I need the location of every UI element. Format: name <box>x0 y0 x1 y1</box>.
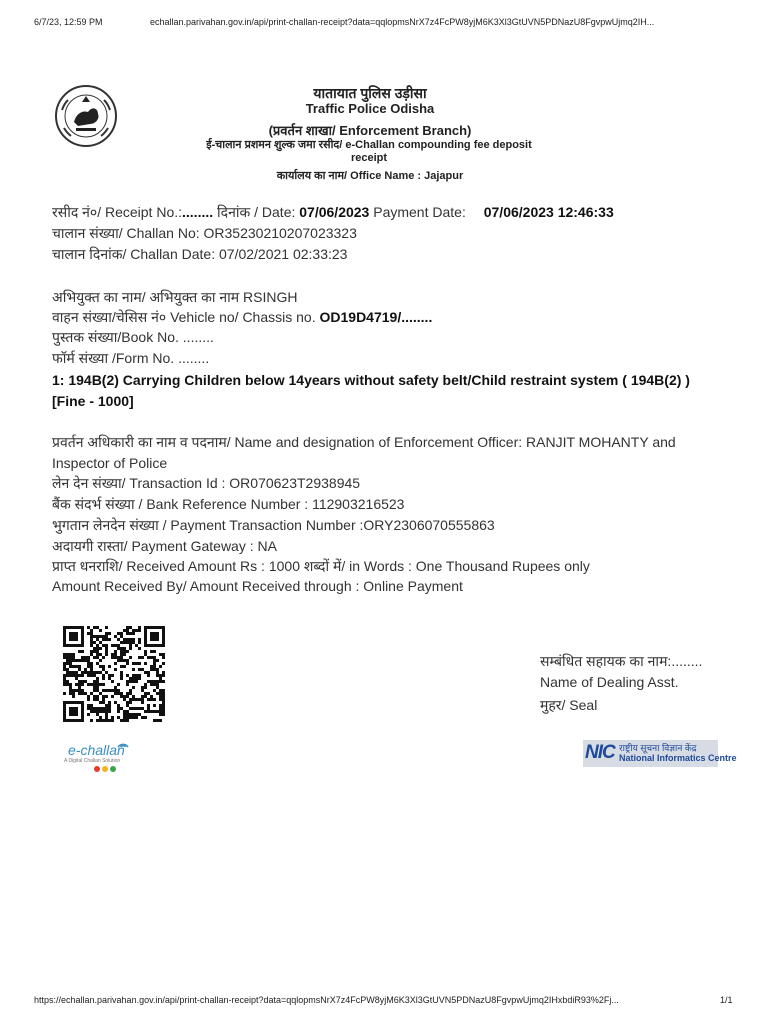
payment-date-label: Payment Date: <box>369 204 470 220</box>
office-name: कार्यालय का नाम/ Office Name : Jajapur <box>276 170 464 182</box>
receipt-no-value: ........ <box>182 204 214 220</box>
title-hindi: यातायात पुलिस उड़ीसा <box>313 85 427 101</box>
dealing-assistant-block <box>540 652 702 718</box>
offence-detail: 1: 194B(2) Carrying Children below 14years without safety belt/Child restraint system ( 194B(2) )[Fine - 1000] <box>52 372 690 409</box>
vehicle-value: OD19D4719/........ <box>319 309 433 325</box>
echallan-wordmark: e-challan <box>68 742 125 758</box>
date-label: दिनांक / Date: <box>213 204 300 220</box>
nic-hindi-name: राष्ट्रीय सूचना विज्ञान केंद्र <box>619 743 697 753</box>
challan-no: चालान संख्या/ Challan No: OR35230210207023323 <box>52 225 357 241</box>
dealing-assistant-name: सम्बंधित सहायक का नाम:........ <box>540 653 703 669</box>
date-value: 07/06/2023 <box>299 204 370 220</box>
nic-english-name: National Informatics Centre <box>619 753 737 763</box>
receipt-line <box>52 203 614 222</box>
accused-name: अभियुक्त का नाम/ अभियुक्त का नाम RSINGH <box>52 289 298 305</box>
title-english: Traffic Police Odisha <box>305 101 435 116</box>
payment-date-value: 07/06/2023 12:46:33 <box>483 204 614 220</box>
receipt-no-label: रसीद नं०/ Receipt No.: <box>52 204 183 220</box>
echallan-tagline: A Digital Challan Solution <box>64 758 121 764</box>
nic-logo <box>583 740 737 767</box>
payment-gateway: अदायगी रास्ता/ Payment Gateway : NA <box>52 538 277 554</box>
bank-reference: बैंक संदर्भ संख्या / Bank Reference Number : 112903216523 <box>52 496 405 512</box>
received-amount: प्राप्त धनराशि/ Received Amount Rs : 1000 शब्दों में/ in Words : One Thousand Rupees only <box>52 558 590 574</box>
odisha-police-emblem-icon <box>54 84 118 148</box>
echallan-logo <box>62 738 152 774</box>
seal-label: मुहर/ Seal <box>540 697 598 713</box>
print-url: echallan.parivahan.gov.in/api/print-challan-receipt?data=qqlopmsNrX7z4FcPW8yjM6K3Xl3GtUVN5PDNazU8FgvpwUjmq2IH... <box>150 17 655 27</box>
nic-mark: NIC <box>585 742 615 763</box>
book-no: पुस्तक संख्या/Book No. ........ <box>52 329 214 345</box>
received-through: Amount Received By/ Amount Received through : Online Payment <box>52 578 463 594</box>
green-light-icon <box>110 766 116 772</box>
vehicle-label: वाहन संख्या/चेसिस नं० Vehicle no/ Chassis no. <box>52 309 320 325</box>
challan-date: चालान दिनांक/ Challan Date: 07/02/2021 02:33:23 <box>52 246 348 262</box>
payment-transaction-number: भुगतान लेनदेन संख्या / Payment Transaction Number :ORY2306070555863 <box>52 517 495 533</box>
print-datetime: 6/7/23, 12:59 PM <box>34 17 103 27</box>
page-number: 1/1 <box>720 995 733 1005</box>
form-no: फॉर्म संख्या /Form No. ........ <box>52 350 210 366</box>
vehicle-line <box>52 308 432 327</box>
amber-light-icon <box>102 766 108 772</box>
transaction-id: लेन देन संख्या/ Transaction Id : OR070623T2938945 <box>52 475 361 491</box>
red-light-icon <box>94 766 100 772</box>
branch-name: (प्रवर्तन शाखा/ Enforcement Branch) <box>268 123 472 138</box>
dealing-assistant-label: Name of Dealing Asst. <box>540 674 679 690</box>
qr-code-icon <box>63 626 165 722</box>
enforcement-officer: प्रवर्तन अधिकारी का नाम व पदनाम/ Name and designation of Enforcement Officer: RANJIT MOHANTY and Inspector of Police <box>52 434 676 471</box>
footer-url: https://echallan.parivahan.gov.in/api/print-challan-receipt?data=qqlopmsNrX7z4FcPW8yjM6K3Xl3GtUVN5PDNazU8FgvpwUjmq2IHxbdiR93%2Fj... <box>34 995 619 1005</box>
receipt-type: ई-चालान प्रशमन शुल्क जमा रसीद/ e-Challan compounding fee deposit receipt <box>206 139 532 164</box>
